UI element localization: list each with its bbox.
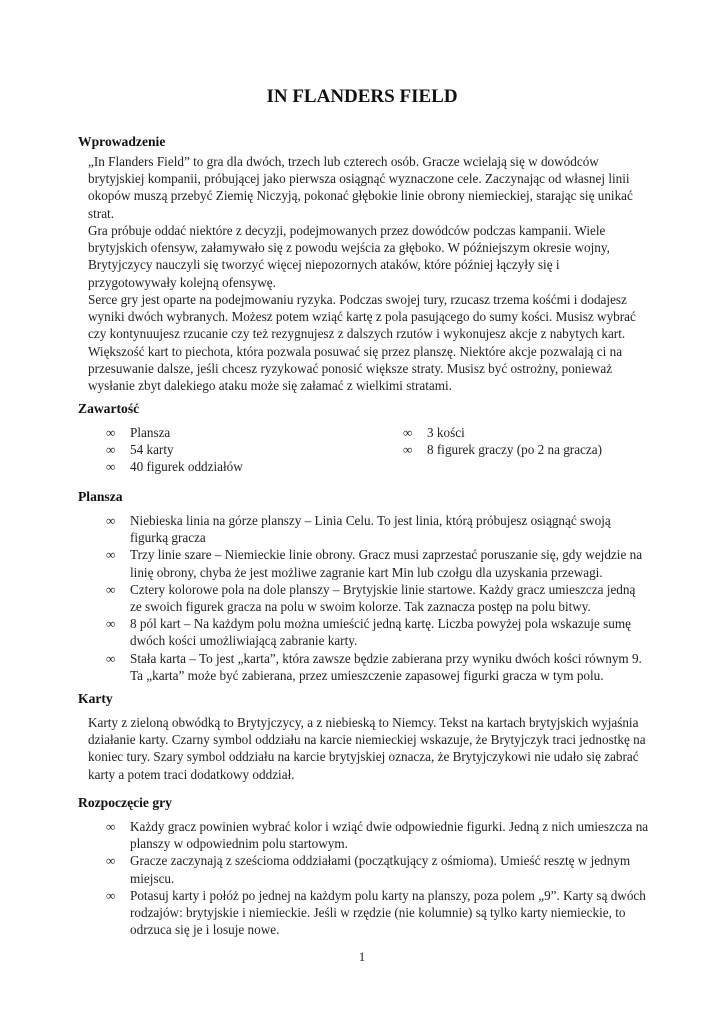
infinity-bullet-icon: ∞ [106, 581, 116, 597]
cards-paragraph: Karty z zieloną obwódką to Brytyjczycy, a z niebieską to Niemcy. Tekst na kartach brytyjskich wyjaśnia działanie karty. Czarny symbol oddziału na karcie niemieckiej wskazuje, że Brytyjczyk traci jednostkę na koniec tury. Szary symbol oddziału na karcie brytyjskiej oznacza, że Brytyjczykowi nie udało się zabrać karty a potem traci dodatkowy oddział. [88, 715, 646, 782]
contents-heading: Zawartość [78, 401, 140, 416]
list-item: ∞ Niebieska linia na górze planszy – Linia Celu. To jest linia, którą próbujesz osiągnąć swoją figurką gracza [106, 513, 611, 546]
page-number: 1 [358, 949, 366, 964]
setup-list [88, 818, 650, 938]
infinity-bullet-icon: ∞ [106, 616, 116, 632]
intro-heading: Wprowadzenie [78, 134, 166, 149]
infinity-bullet-icon: ∞ [403, 442, 413, 458]
list-item: ∞ Każdy gracz powinien wybrać kolor i wziąć dwie odpowiednie figurki. Jedną z nich umieszcza na planszy w odpowiednim polu startowym. [106, 819, 649, 852]
infinity-bullet-icon: ∞ [106, 513, 116, 528]
intro-paragraph-1: „In Flanders Field” to gra dla dwóch, trzech lub czterech osób. Gracze wcielają się w dowódców brytyjskiej kompanii, próbującej jako pierwsza osiągnąć wyznaczone cele. Zaczynając od własnej linii okopów muszą przebyć Ziemię Niczyją, pokonać głębokie linie obrony niemieckiej, starając się unikać strat. [88, 154, 633, 221]
list-item: ∞ 3 kości [403, 425, 465, 440]
list-item: ∞ Potasuj karty i połóż po jednej na każdym polu karty na planszy, poza polem „9”. Karty są dwóch rodzajów: brytyjskie i niemieckie. Jeśli w rzędzie (nie kolumnie) są tylko karty niemieckie, to odrzuca się je i losuje nowe. [106, 887, 646, 938]
document-title: IN FLANDERS FIELD [266, 86, 458, 107]
contents-list-right [385, 424, 685, 458]
list-item: ∞ Cztery kolorowe pola na dole planszy – Brytyjskie linie startowe. Każdy gracz umieszcza jedną ze swoich figurek gracza na polu w swoim kolorze. Tak zaznacza postęp na polu bitwy. [106, 581, 636, 615]
infinity-bullet-icon: ∞ [106, 459, 116, 475]
setup-heading: Rozpoczęcie gry [78, 795, 172, 810]
list-item: ∞ Gracze zaczynają z sześcioma oddziałami (początkujący z ośmioma). Umieść resztę w jednym miejscu. [106, 853, 631, 886]
infinity-bullet-icon: ∞ [106, 442, 116, 458]
cards-heading: Karty [78, 691, 113, 706]
infinity-bullet-icon: ∞ [106, 853, 116, 869]
contents-list-left [88, 424, 388, 476]
intro-paragraph-2: Gra próbuje oddać niektóre z decyzji, podejmowanych przez dowódców podczas kampanii. Wiele brytyjskich ofensyw, załamywało się z powodu wejścia za głęboko. W późniejszym okresie wojny, Brytyjczycy nauczyli się tworzyć więcej niepozornych ataków, które później łączyły się i przygotowywały kolejną ofensywę. [88, 223, 610, 290]
list-item: ∞ Trzy linie szare – Niemieckie linie obrony. Gracz musi zaprzestać poruszanie się, gdy wejdzie na linię obrony, chyba że jest możliwe zagranie kart Min lub czołgu dla uzyskania przewagi. [106, 547, 643, 580]
infinity-bullet-icon: ∞ [106, 425, 116, 440]
list-item: ∞ 8 figurek graczy (po 2 na gracza) [403, 442, 603, 458]
list-item: ∞ Stała karta – To jest „karta”, która zawsze będzie zabierana przy wyniku dwóch kości równym 9. Ta „karta” może być zabierana, przez umieszczenie zapasowej figurki gracza w tym polu. [106, 650, 642, 683]
list-item: ∞ 40 figurek oddziałów [106, 459, 243, 475]
intro-paragraph-3: Serce gry jest oparte na podejmowaniu ryzyka. Podczas swojej tury, rzucasz trzema kośćmi i dodajesz wyniki dwóch wybranych. Możesz potem wziąć kartę z pola pasującego do sumy kości. Musisz wybrać czy kontynuujesz rzucanie czy też rezygnujesz z dalszych rzutów i wykonujesz akcje z nabytych kart. Większość kart to piechota, która pozwala posuwać się przez planszę. Niektóre akcje pozwalają ci na przesuwanie dalsze, jeśli chcesz ryzykować ponosić większe straty. Musisz być ostrożny, ponieważ wysłanie zbyt dalekiego ataku może się załamać z wielkimi stratami. [88, 292, 636, 394]
list-item: ∞ 54 karty [106, 442, 174, 458]
infinity-bullet-icon: ∞ [106, 819, 116, 834]
board-list [88, 512, 650, 684]
infinity-bullet-icon: ∞ [403, 425, 413, 440]
list-item: ∞ Plansza [106, 425, 171, 440]
infinity-bullet-icon: ∞ [106, 650, 116, 666]
board-heading: Plansza [78, 489, 123, 504]
infinity-bullet-icon: ∞ [106, 547, 116, 563]
infinity-bullet-icon: ∞ [106, 887, 116, 903]
list-item: ∞ 8 pól kart – Na każdym polu można umieścić jedną kartę. Liczba powyżej pola wskazuje sumę dwóch kości umożliwiającą zabranie karty. [106, 616, 631, 649]
